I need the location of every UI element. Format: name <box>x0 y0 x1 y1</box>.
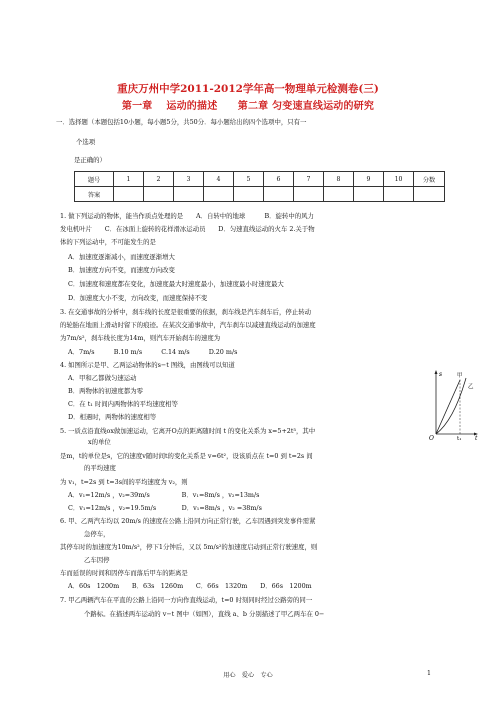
section-heading-line-2: 个选项 <box>76 138 96 146</box>
answer-cell[interactable] <box>144 187 174 202</box>
table-cell: 6 <box>264 172 294 187</box>
question-line: x的单位 <box>88 438 111 446</box>
answer-table <box>74 171 445 202</box>
table-cell: 答案 <box>75 187 114 202</box>
question-line: 体的下列运动中，不可能发生的是 <box>60 238 156 246</box>
table-row-header <box>75 172 445 187</box>
question-line: 发电机叶片 C．在冰面上旋转的花样滑冰运动员 D．匀速直线运动的火车 2.关于物 <box>60 225 315 233</box>
option-line: A．v₁=12m/s ，v₂=39m/s B．v₁=8m/s ，v₂=13m/s <box>68 491 260 499</box>
question-line: 其停车时的加速度为10m/s²，停下1分钟后，又以 5m/s²的加速度启动到正常行驶速度，则 <box>60 543 318 551</box>
table-cell: 8 <box>324 172 354 187</box>
curve-label-jia: 甲 <box>457 373 463 379</box>
answer-cell[interactable] <box>204 187 234 202</box>
question-line: 急停车， <box>84 530 110 538</box>
document-subtitle: 第一章 运动的描述 第二章 匀变速直线运动的研究 <box>121 101 375 112</box>
answer-cell[interactable] <box>114 187 144 202</box>
answer-cell[interactable] <box>234 187 264 202</box>
table-cell: 分数 <box>414 172 445 187</box>
option-line: C．在 t₁ 时间内两物体的平均速度相等 <box>68 400 178 408</box>
table-row-answers <box>75 187 445 202</box>
answer-cell[interactable] <box>324 187 354 202</box>
answer-cell[interactable] <box>174 187 204 202</box>
question-line: 为 v₁，t=2s 到 t=3s间的平均速度为 v₂，则 <box>60 478 188 486</box>
s-t-graph <box>428 368 480 440</box>
table-cell: 9 <box>354 172 384 187</box>
answer-cell[interactable] <box>294 187 324 202</box>
question-line: 的平均速度 <box>84 464 116 472</box>
y-axis-label: s <box>439 371 443 378</box>
option-line: B．加速度方向不变，而速度方向改变 <box>68 266 175 274</box>
question-line: 个路标。在描述两车运动的 v−t 图中（如图），直线 a、b 分别描述了甲乙两车在 0− <box>84 610 325 618</box>
question-line: 为7m/s²，刹车线长度为14m，则汽车开始刹车的速度为 <box>60 334 221 342</box>
table-cell: 1 <box>114 172 144 187</box>
question-line: 1. 做下列运动的物体，能当作质点处理的是 A．自转中的地球 B．旋转中的风力 <box>60 212 314 220</box>
section-heading-line-3: 是正确的） <box>74 156 106 164</box>
section-heading-line-1: 一．选择题（本题包括10小题，每小题5分，共50分．每小题给出的四个选项中，只有一 <box>56 118 307 126</box>
line-jia <box>436 380 460 434</box>
answer-cell[interactable] <box>354 187 384 202</box>
answer-cell[interactable] <box>414 187 445 202</box>
option-line: A．加速度逐渐减小，而速度逐渐增大 <box>68 253 175 261</box>
option-line: C．加速度和速度都在变化，加速度最大时速度最小，加速度最小时速度最大 <box>68 280 284 288</box>
table-cell: 10 <box>384 172 414 187</box>
option-line: A．甲和乙都做匀速运动 <box>68 374 137 382</box>
curve-yi <box>436 378 466 434</box>
question-line: 6. 甲、乙两汽车均以 20m/s 的速度在公路上沿同方向正常行驶，乙车因遇到突发事件需紧 <box>60 517 316 525</box>
table-cell: 4 <box>204 172 234 187</box>
x-axis-label: t <box>475 435 478 440</box>
table-cell: 5 <box>234 172 264 187</box>
option-line: C．v₁=12m/s ，v₂=19.5m/s D．v₁=8m/s ，v₂ =38m/s <box>68 504 262 512</box>
option-line: B．两物体的初速度都为零 <box>68 387 143 395</box>
document-title: 重庆万州中学2011-2012学年高一物理单元检测卷(三) <box>117 83 379 95</box>
table-cell: 7 <box>294 172 324 187</box>
answer-cell[interactable] <box>264 187 294 202</box>
question-line: 乙车因停 <box>84 556 110 564</box>
table-cell: 题号 <box>75 172 114 187</box>
question-line: 车而延误的时间和因停车而落后甲车的距离是 <box>60 569 188 577</box>
option-line: D．相遇时，两物体的速度相等 <box>68 413 157 421</box>
option-line: A．60s 1200m B．63s 1260m C．66s 1320m D．66s 1200m <box>68 582 312 590</box>
option-line: A．7m/s B.10 m/s C.14 m/s D.20 m/s <box>68 348 238 356</box>
table-cell: 2 <box>144 172 174 187</box>
question-line: 3. 在交通事故的分析中，刹车线的长度是很重要的依据，刹车线是汽车刹车后，停止转动 <box>60 308 311 316</box>
question-line: 的轮胎在地面上滑动时留下的痕迹。在某次交通事故中，汽车刹车以减速直线运动的加速度 <box>60 321 316 329</box>
question-line: 5. 一质点沿直线ox做加速运动，它离开O点的距离随时间 t 的变化关系为 x=5+2t³，其中 <box>60 427 316 435</box>
curve-label-yi: 乙 <box>468 384 474 390</box>
table-cell: 3 <box>174 172 204 187</box>
question-line: 7. 甲乙两辆汽车在平直的公路上沿同一方向作直线运动，t=0 时刻同时经过公路旁的同一 <box>60 596 313 604</box>
question-line: 是m，t的单位是s，它的速度v随时间t的变化关系是 v=6t²，设该质点在 t=0 到 t=2s 间 <box>60 452 313 460</box>
answer-cell[interactable] <box>384 187 414 202</box>
page-footer: 用心 爱心 专心 <box>223 672 273 679</box>
question-line: 4. 如图所示是甲、乙两运动物体的s−t 图线，由图线可以知道 <box>60 361 235 369</box>
option-line: D．加速度大小不变，方向改变，而速度保持不变 <box>68 294 208 302</box>
page-number: 1 <box>427 670 431 677</box>
origin-label: O <box>429 435 434 440</box>
y-axis-arrow <box>435 370 438 374</box>
t1-tick-label: t₁ <box>457 436 462 440</box>
